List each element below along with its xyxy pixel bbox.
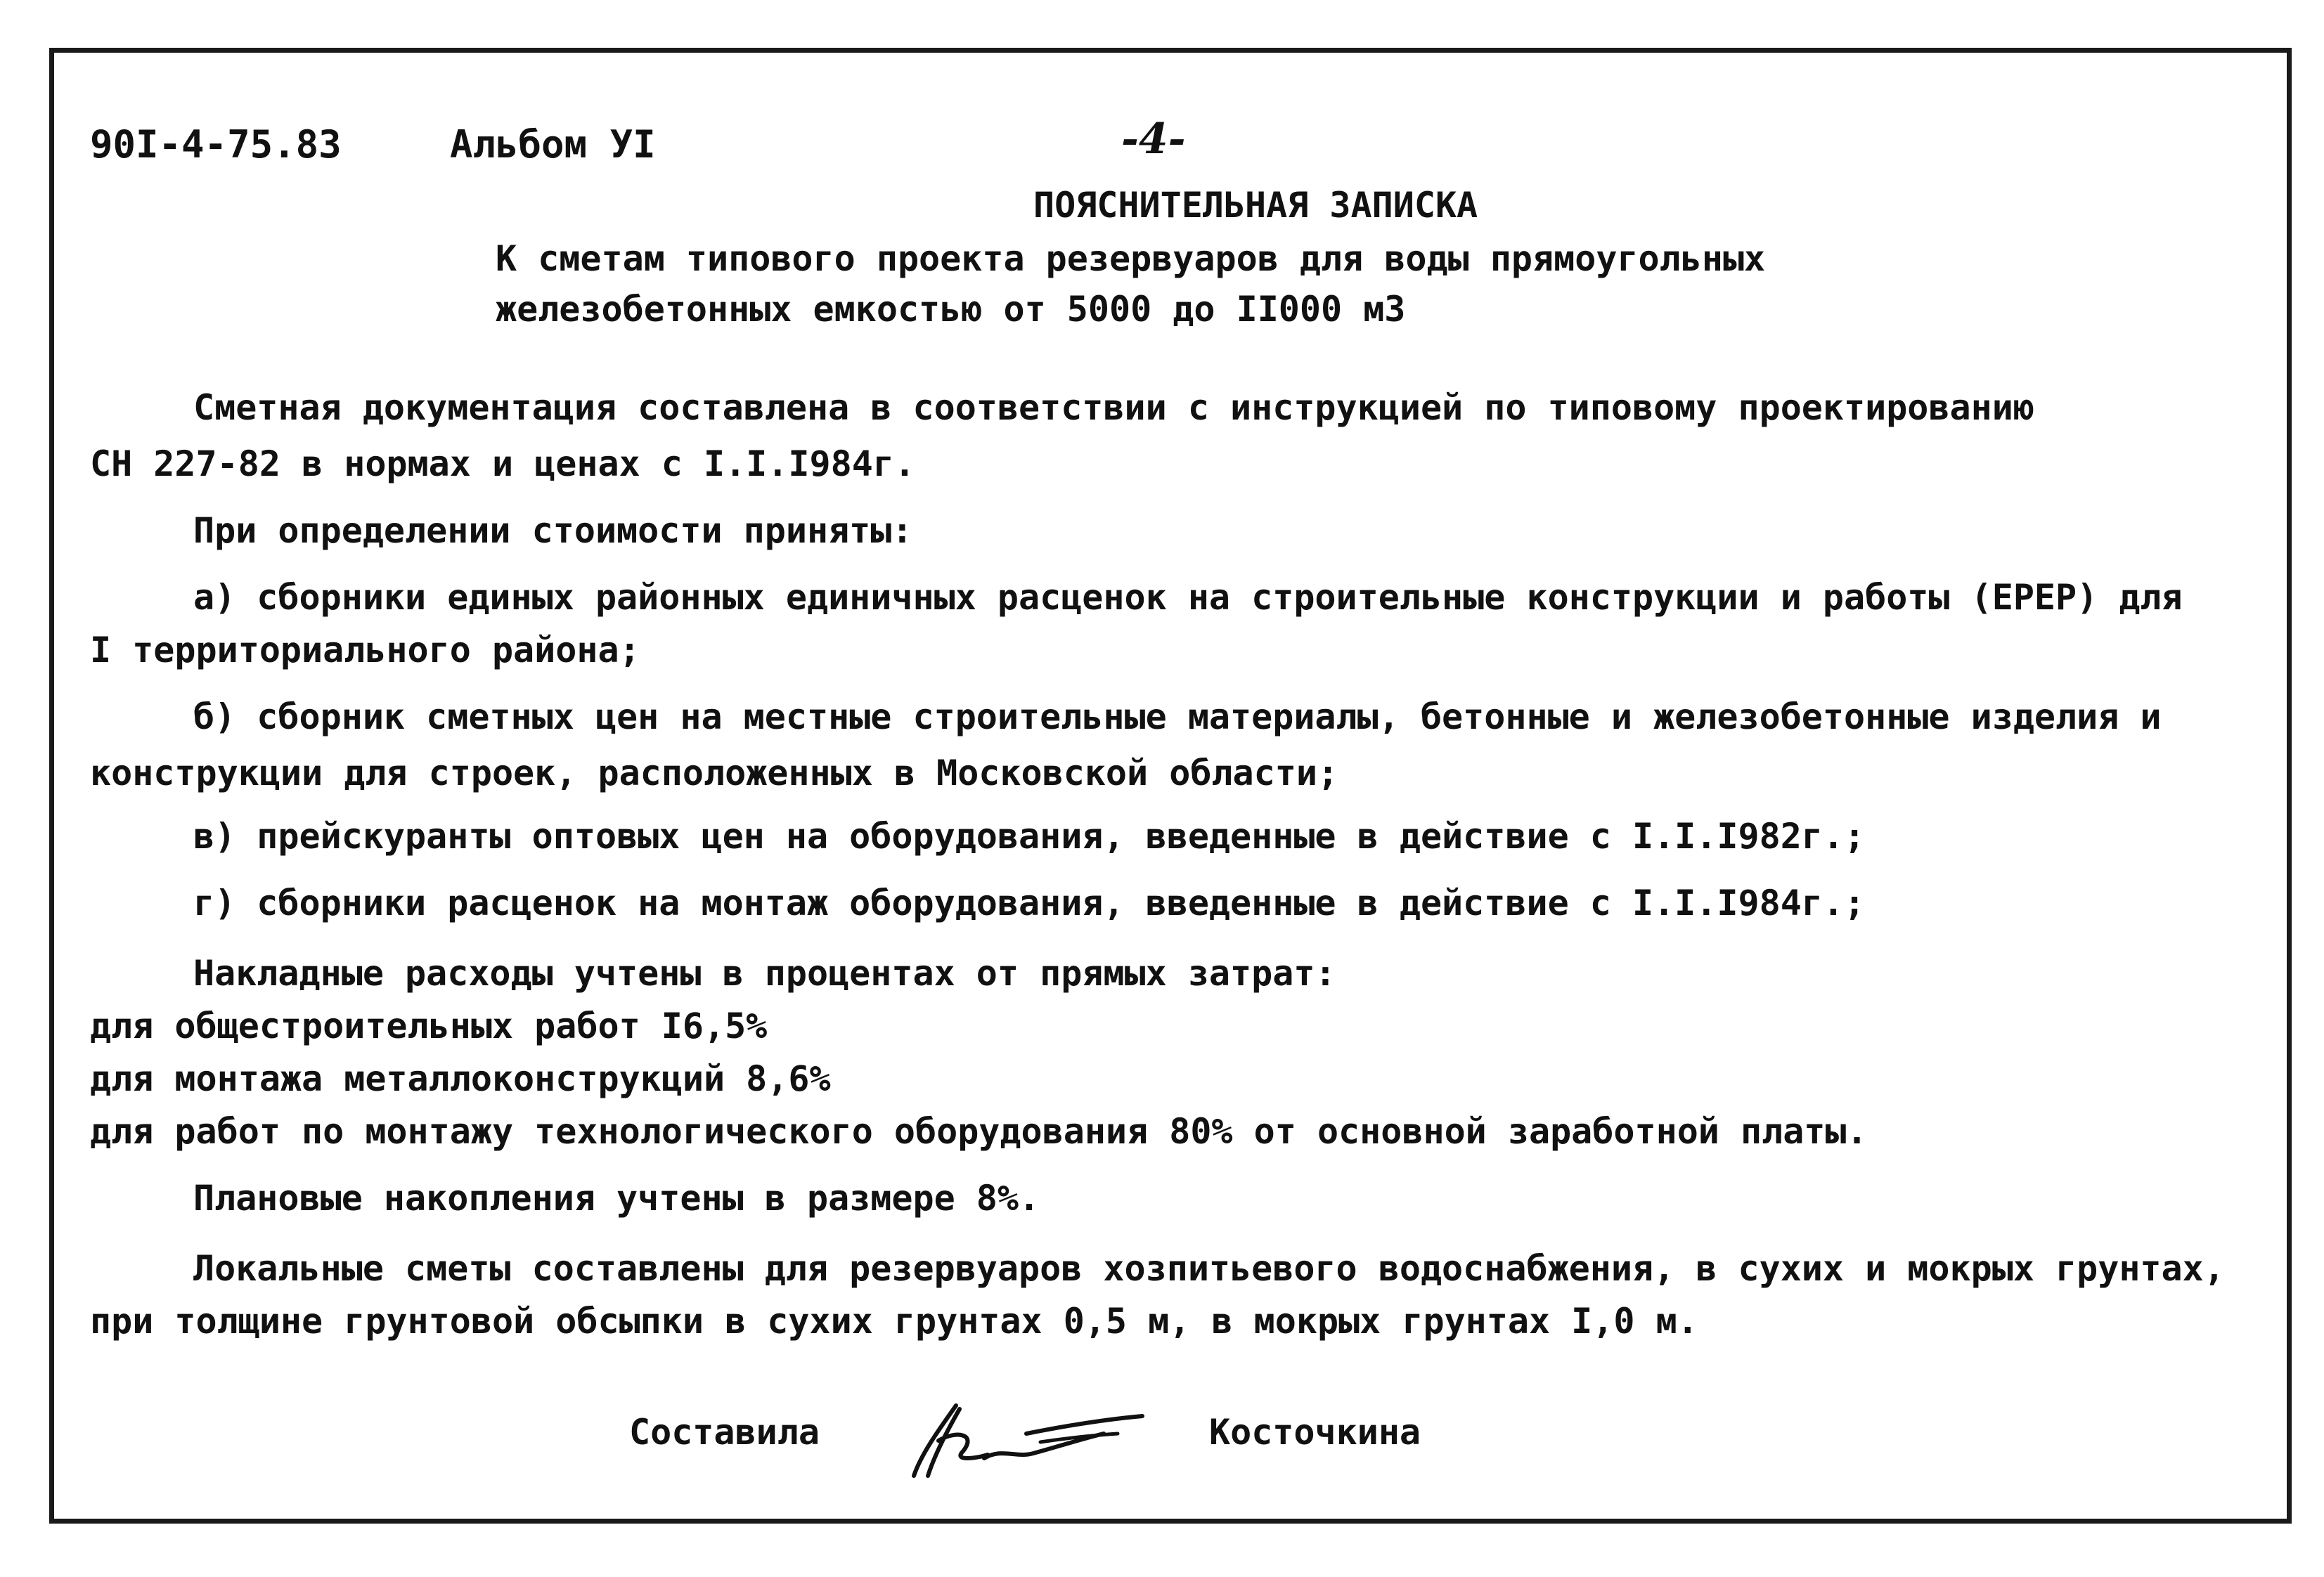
planned-accumulations: Плановые накопления учтены в размере 8%.	[193, 1178, 1040, 1219]
signature-icon	[872, 1391, 1160, 1497]
local-estimates-line-1: Локальные сметы составлены для резервуаров хозпитьевого водоснабжения, в сухих и мокрых грунтах,	[193, 1248, 2225, 1289]
local-estimates-line-2: при толщине грунтовой обсыпки в сухих грунтах 0,5 м, в мокрых грунтах I,0 м.	[90, 1301, 1698, 1342]
list-item-v: в) прейскуранты оптовых цен на оборудования, введенные в действие с I.I.I982г.;	[193, 816, 1866, 857]
subtitle-line-2: железобетонных емкостью от 5000 до II000 м3	[496, 289, 1406, 330]
overhead-general-construction: для общестроительных работ I6,5%	[90, 1006, 768, 1046]
page-number: -4-	[1121, 115, 1186, 164]
list-item-g: г) сборники расценок на монтаж оборудования, введенные в действие с I.I.I984г.;	[193, 883, 1866, 923]
handwritten-signature	[872, 1391, 1160, 1497]
paragraph-cost-basis: При определении стоимости приняты:	[193, 510, 913, 551]
list-item-a-line-2: I территориального района;	[90, 630, 640, 670]
overhead-equipment-installation: для работ по монтажу технологического оборудования 80% от основной заработной платы.	[90, 1111, 1868, 1152]
document-code: 90I-4-75.83	[90, 122, 342, 167]
document-title: ПОЯСНИТЕЛЬНАЯ ЗАПИСКА	[1033, 185, 1478, 226]
paragraph-intro-line-1: Сметная документация составлена в соответствии с инструкцией по типовому проектированию	[193, 387, 2034, 428]
list-item-b-line-2: конструкции для строек, расположенных в Московской области;	[90, 753, 1339, 793]
list-item-a-line-1: а) сборники единых районных единичных расценок на строительные конструкции и работы (ЕРЕР) для	[193, 577, 2183, 618]
paragraph-intro-line-2: СН 227-82 в нормах и ценах с I.I.I984г.	[90, 443, 915, 484]
signature-name: Косточкина	[1209, 1412, 1421, 1453]
list-item-b-line-1: б) сборник сметных цен на местные строительные материалы, бетонные и железобетонные изделия и	[193, 696, 2162, 737]
signature-label: Составила	[629, 1412, 820, 1453]
overhead-intro: Накладные расходы учтены в процентах от прямых затрат:	[193, 953, 1336, 994]
album-label: Альбом УI	[450, 122, 656, 167]
subtitle-line-1: К сметам типового проекта резервуаров для воды прямоугольных	[496, 238, 1766, 279]
overhead-metal-structures: для монтажа металлоконструкций 8,6%	[90, 1058, 831, 1099]
